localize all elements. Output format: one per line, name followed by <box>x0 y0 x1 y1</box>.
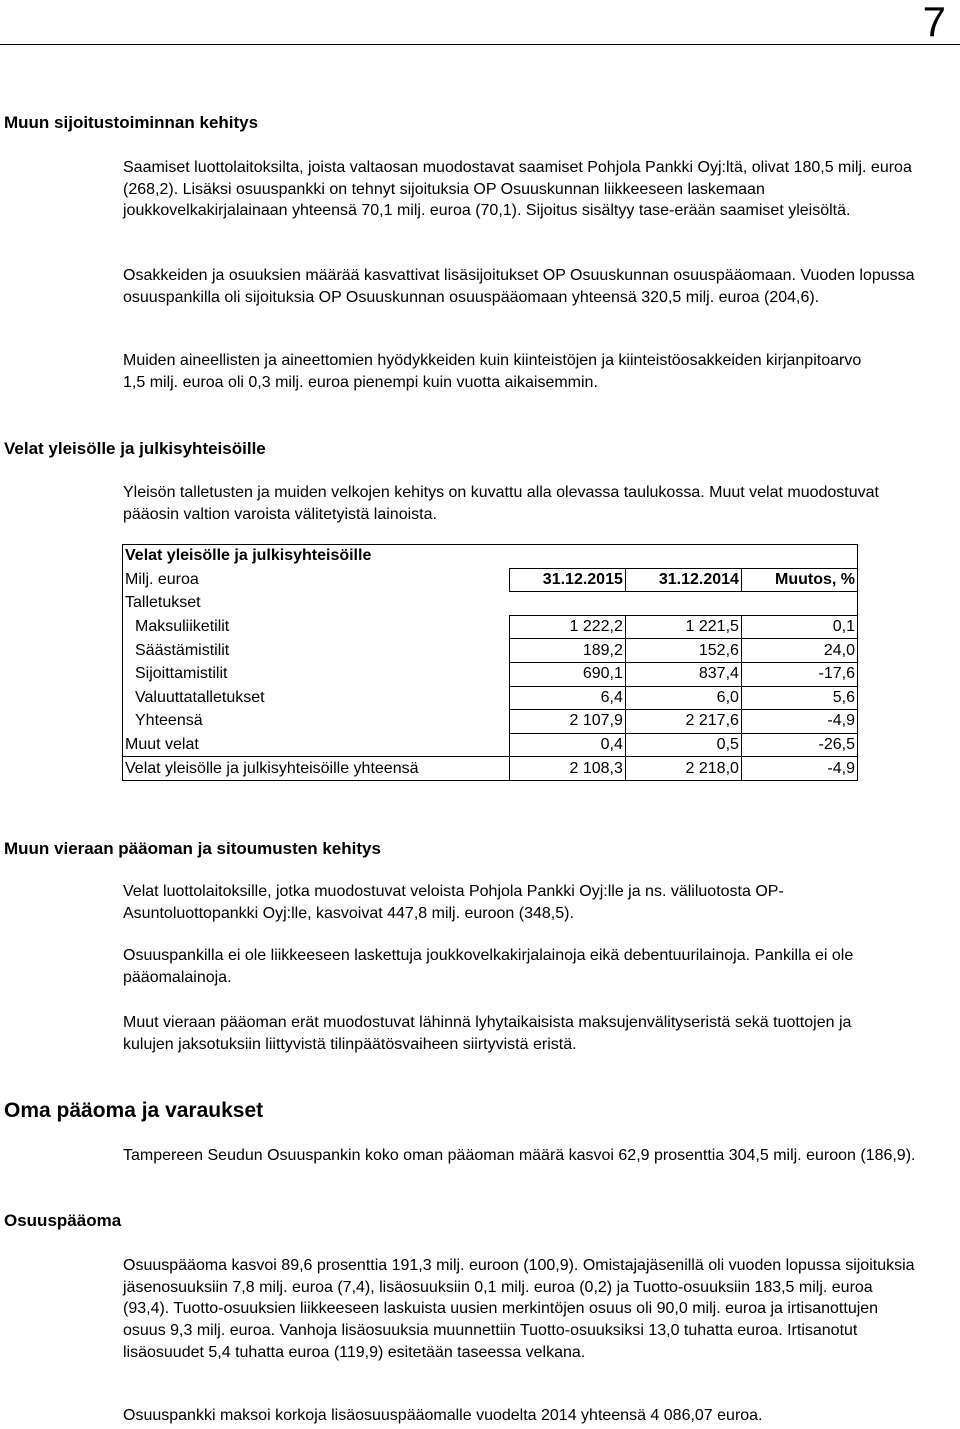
paragraph: Yleisön talletusten ja muiden velkojen kehitys on kuvattu alla olevassa taulukossa. Muut velat muodostuvat pääosin valtion varoista välitetyistä lainoista. <box>123 484 879 523</box>
table-row <box>123 757 858 781</box>
paragraph: Osuuspankki maksoi korkoja lisäosuuspääomalle vuodelta 2014 yhteensä 4 086,07 euroa. <box>123 1407 763 1424</box>
heading-liabilities: Velat yleisölle ja julkisyhteisöille <box>4 439 266 458</box>
heading-other-debt: Muun vieraan pääoman ja sitoumusten kehitys <box>4 839 381 858</box>
heading-investment: Muun sijoitustoiminnan kehitys <box>4 113 259 132</box>
column-header: 31.12.2015 <box>509 568 625 592</box>
cell-2015: 690,1 <box>509 662 625 686</box>
cell-2015: 6,4 <box>509 686 625 710</box>
table-title-row <box>123 545 858 569</box>
table-header-row <box>123 568 858 592</box>
cell-2014: 2 218,0 <box>625 757 741 781</box>
cell-2014: 152,6 <box>625 639 741 663</box>
paragraph: Muiden aineellisten ja aineettomien hyödykkeiden kuin kiinteistöjen ja kiinteistöosakkeiden kirjanpitoarvo 1,5 milj. euroa oli 0,3 milj. euroa pienempi kuin vuotta aikaisemmin. <box>123 352 862 391</box>
row-label: Velat yleisölle ja julkisyhteisöille yhteensä <box>123 757 510 781</box>
paragraph: Saamiset luottolaitoksilta, joista valtaosan muodostavat saamiset Pohjola Pankki Oyj:ltä, olivat 180,5 milj. euroa (268,2). Lisäksi osuuspankki on tehnyt sijoituksia OP Osuuskunnan liikkeeseen laskemaan joukkovelkakirjalainaan yhteensä 70,1 milj. euroa (70,1). Sijoitus sisältyy tase-erään saamiset yleisöltä. <box>123 159 912 220</box>
unit-label: Milj. euroa <box>125 570 199 588</box>
cell-change: 0,1 <box>741 615 857 639</box>
cell-change: 5,6 <box>741 686 857 710</box>
paragraph: Muut vieraan pääoman erät muodostuvat lähinnä lyhytaikaisista maksujenvälityseristä sekä tuottojen ja kulujen jaksotuksiin liittyvistä tilinpäätösvaiheen siirtyvistä eristä. <box>123 1014 852 1053</box>
table-row <box>123 710 858 734</box>
table-row <box>123 639 858 663</box>
cell-2014: 0,5 <box>625 733 741 757</box>
column-header: 31.12.2014 <box>625 568 741 592</box>
table-row <box>123 615 858 639</box>
cell-2015: 0,4 <box>509 733 625 757</box>
page-header <box>0 0 960 45</box>
side-label: Osuuspääoma <box>4 1211 122 1230</box>
paragraph: Osuuspankilla ei ole liikkeeseen laskettuja joukkovelkakirjalainoja eikä debentuurilainoja. Pankilla ei ole pääomalainoja. <box>123 947 854 986</box>
cell-change: 24,0 <box>741 639 857 663</box>
liabilities-table <box>122 544 858 781</box>
cell-2014: 2 217,6 <box>625 710 741 734</box>
table-title: Velat yleisölle ja julkisyhteisöille <box>125 547 372 565</box>
cell-change: -4,9 <box>741 757 857 781</box>
paragraph: Tampereen Seudun Osuuspankin koko oman pääoman määrä kasvoi 62,9 prosenttia 304,5 milj. euroon (186,9). <box>123 1147 916 1164</box>
heading-equity: Oma pääoma ja varaukset <box>4 1099 264 1122</box>
row-label: Muut velat <box>125 735 199 753</box>
cell-change: -17,6 <box>741 662 857 686</box>
table-group-row <box>123 592 858 616</box>
row-label: Valuuttatalletukset <box>135 688 265 706</box>
cell-change: -4,9 <box>741 710 857 734</box>
paragraph: Osakkeiden ja osuuksien määrää kasvattivat lisäsijoitukset OP Osuuskunnan osuuspääomaan. Vuoden lopussa osuuspankilla oli sijoituksia OP Osuuskunnan osuuspääomaan yhteensä 320,5 milj. euroa (204,6). <box>123 267 915 306</box>
group-label: Talletukset <box>125 594 201 612</box>
column-header: Muutos, % <box>741 568 857 592</box>
cell-2015: 189,2 <box>509 639 625 663</box>
page-number: 7 <box>922 0 946 45</box>
cell-2015: 1 222,2 <box>509 615 625 639</box>
cell-2014: 1 221,5 <box>625 615 741 639</box>
row-label: Sijoittamistilit <box>135 665 228 683</box>
cell-2015: 2 107,9 <box>509 710 625 734</box>
table-row <box>123 662 858 686</box>
cell-2014: 6,0 <box>625 686 741 710</box>
row-label: Säästämistilit <box>135 641 230 659</box>
cell-2015: 2 108,3 <box>509 757 625 781</box>
table-row <box>123 686 858 710</box>
row-label: Maksuliiketilit <box>135 618 230 636</box>
cell-2014: 837,4 <box>625 662 741 686</box>
row-label: Yhteensä <box>135 712 203 730</box>
paragraph: Velat luottolaitoksille, jotka muodostuvat veloista Pohjola Pankki Oyj:lle ja ns. väliluotosta OP-Asuntoluottopankki Oyj:lle, kasvoivat 447,8 milj. euroon (348,5). <box>123 883 784 922</box>
paragraph: Osuuspääoma kasvoi 89,6 prosenttia 191,3 milj. euroon (100,9). Omistajajäsenillä oli vuoden lopussa sijoituksia jäsenosuuksiin 7,8 milj. euroa (7,4), lisäosuuksiin 0,1 milj. euroa (0,2) ja Tuotto-osuuksiin 183,5 milj. euroa (93,4). Tuotto-osuuksien liikkeeseen laskuista uusien merkintöjen osuus oli 90,0 milj. euroa ja irtisanottujen osuus 9,3 milj. euroa. Vanhoja lisäosuuksia muunnettiin Tuotto-osuuksiksi 13,0 tuhatta euroa. Irtisanotut lisäosuudet 5,4 tuhatta euroa (119,9) esitetään taseessa velkana. <box>123 1257 915 1361</box>
table-row <box>123 733 858 757</box>
cell-change: -26,5 <box>741 733 857 757</box>
